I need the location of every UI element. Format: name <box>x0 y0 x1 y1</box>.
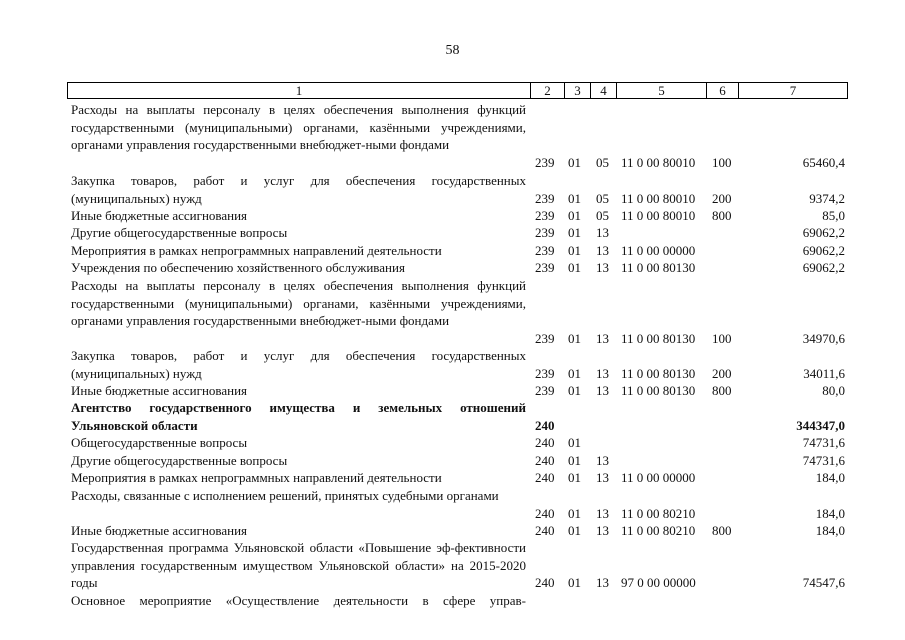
column-header-4: 4 <box>590 82 617 99</box>
table-row <box>0 207 905 225</box>
table-row <box>0 242 905 260</box>
row-cell-c5: 11 0 00 80010 <box>621 208 696 223</box>
table-row <box>0 592 905 610</box>
row-cell-c2: 239 <box>535 154 555 170</box>
row-cell-c4: 13 <box>596 523 609 538</box>
row-description: Общегосударственные вопросы <box>71 435 248 450</box>
row-cell-c4: 13 <box>596 225 609 240</box>
row-cell-c3: 01 <box>568 435 581 450</box>
table-row <box>0 522 905 540</box>
row-cell-c4: 13 <box>596 383 609 398</box>
row-description: Иные бюджетные ассигнования <box>71 523 248 538</box>
row-cell-c7: 34970,6 <box>802 330 845 346</box>
table-row <box>0 347 905 382</box>
page-number: 58 <box>445 43 460 58</box>
row-cell-c2: 240 <box>535 505 555 521</box>
row-cell-c2: 239 <box>535 365 555 381</box>
row-cell-c3: 01 <box>568 365 581 381</box>
row-cell-c2: 240 <box>535 523 555 538</box>
row-cell-c7: 69062,2 <box>802 225 845 240</box>
table-row <box>0 452 905 470</box>
table-row <box>0 399 905 434</box>
row-cell-c3: 01 <box>568 154 581 170</box>
row-description: Агентство государственного имущества и земельных отношений Ульяновской области <box>71 400 526 433</box>
row-description: Основное мероприятие «Осуществление деятельности в сфере управ- <box>71 593 526 608</box>
row-cell-c3: 01 <box>568 208 581 223</box>
row-cell-c7: 184,0 <box>815 523 845 538</box>
row-cell-c4: 13 <box>596 505 609 521</box>
row-cell-c7: 65460,4 <box>802 154 845 170</box>
row-cell-c3: 01 <box>568 330 581 346</box>
column-header-2: 2 <box>530 82 565 99</box>
row-cell-c2: 239 <box>535 383 555 398</box>
row-cell-c7: 74731,6 <box>802 435 845 450</box>
row-cell-c4: 13 <box>596 243 609 258</box>
column-header-3: 3 <box>564 82 591 99</box>
row-cell-c7: 344347,0 <box>796 417 845 433</box>
row-cell-c3: 01 <box>568 243 581 258</box>
row-cell-c3: 01 <box>568 453 581 468</box>
table-row <box>0 224 905 242</box>
row-description: Закупка товаров, работ и услуг для обеспечения государственных (муниципальных) нужд <box>71 173 526 206</box>
row-cell-c2: 239 <box>535 225 555 240</box>
table-row <box>0 539 905 592</box>
row-cell-c7: 85,0 <box>822 208 845 223</box>
column-header-5: 5 <box>616 82 707 99</box>
row-cell-c7: 80,0 <box>822 383 845 398</box>
row-cell-c5: 11 0 00 80130 <box>621 365 696 381</box>
row-cell-c7: 69062,2 <box>802 260 845 275</box>
row-description: Закупка товаров, работ и услуг для обеспечения государственных (муниципальных) нужд <box>71 348 526 381</box>
row-description: Иные бюджетные ассигнования <box>71 383 248 398</box>
row-cell-c6: 100 <box>712 330 732 346</box>
row-cell-c2: 240 <box>535 435 555 450</box>
row-cell-c4: 05 <box>596 208 609 223</box>
row-cell-c2: 239 <box>535 243 555 258</box>
row-description: Иные бюджетные ассигнования <box>71 208 248 223</box>
row-cell-c6: 100 <box>712 154 732 170</box>
row-description: Государственная программа Ульяновской области «Повышение эф-фективности управления государственным имуществом Ульяновской области» на 2015-2020 годы <box>71 540 526 590</box>
row-description: Расходы на выплаты персоналу в целях обеспечения выполнения функций государственными (муниципальными) органами, казёнными учреждениями, органами управления государственными внебюджет-ными фондами <box>71 278 526 328</box>
row-cell-c3: 01 <box>568 190 581 206</box>
row-cell-c5: 11 0 00 00000 <box>621 243 696 258</box>
row-cell-c2: 239 <box>535 330 555 346</box>
row-cell-c3: 01 <box>568 260 581 275</box>
row-cell-c6: 200 <box>712 190 732 206</box>
row-cell-c4: 13 <box>596 453 609 468</box>
row-cell-c7: 34011,6 <box>803 365 845 381</box>
column-header-1: 1 <box>67 82 531 99</box>
row-cell-c5: 11 0 00 80210 <box>621 523 696 538</box>
row-cell-c7: 184,0 <box>815 470 845 485</box>
row-cell-c4: 13 <box>596 260 609 275</box>
row-cell-c6: 800 <box>712 208 732 223</box>
row-cell-c3: 01 <box>568 505 581 521</box>
row-description: Другие общегосударственные вопросы <box>71 225 288 240</box>
row-cell-c2: 240 <box>535 575 555 590</box>
row-cell-c5: 97 0 00 00000 <box>621 575 696 590</box>
row-cell-c7: 184,0 <box>815 505 845 521</box>
table-row <box>0 277 905 347</box>
row-description: Другие общегосударственные вопросы <box>71 453 288 468</box>
row-cell-c4: 13 <box>596 330 609 346</box>
row-cell-c3: 01 <box>568 383 581 398</box>
row-cell-c2: 239 <box>535 190 555 206</box>
row-cell-c3: 01 <box>568 523 581 538</box>
table-row <box>0 469 905 487</box>
row-cell-c5: 11 0 00 80010 <box>621 154 696 170</box>
row-description: Мероприятия в рамках непрограммных направлений деятельности <box>71 470 442 485</box>
row-cell-c6: 800 <box>712 523 732 538</box>
column-header-7: 7 <box>738 82 848 99</box>
row-description: Мероприятия в рамках непрограммных направлений деятельности <box>71 243 442 258</box>
table-row <box>0 101 905 171</box>
row-cell-c7: 74547,6 <box>802 575 845 590</box>
table-row <box>0 172 905 207</box>
table-row <box>0 259 905 277</box>
row-cell-c5: 11 0 00 80210 <box>621 505 696 521</box>
row-cell-c3: 01 <box>568 575 581 590</box>
row-cell-c7: 9374,2 <box>809 190 845 206</box>
row-cell-c7: 69062,2 <box>802 243 845 258</box>
row-cell-c5: 11 0 00 00000 <box>621 470 696 485</box>
row-cell-c3: 01 <box>568 470 581 485</box>
row-cell-c5: 11 0 00 80130 <box>621 330 696 346</box>
row-cell-c4: 13 <box>596 575 609 590</box>
row-cell-c3: 01 <box>568 225 581 240</box>
row-description: Учреждения по обеспечению хозяйственного обслуживания <box>71 260 405 275</box>
row-cell-c2: 240 <box>535 470 555 485</box>
row-cell-c5: 11 0 00 80130 <box>621 260 696 275</box>
row-cell-c2: 239 <box>535 260 555 275</box>
row-description: Расходы на выплаты персоналу в целях обеспечения выполнения функций государственными (муниципальными) органами, казёнными учреждениями, органами управления государственными внебюджет-ными фондами <box>71 102 526 152</box>
row-cell-c2: 240 <box>535 417 555 433</box>
column-header-6: 6 <box>706 82 739 99</box>
row-cell-c2: 239 <box>535 208 555 223</box>
row-cell-c5: 11 0 00 80010 <box>621 190 696 206</box>
row-cell-c4: 05 <box>596 154 609 170</box>
table-row <box>0 434 905 452</box>
row-cell-c6: 800 <box>712 383 732 398</box>
row-cell-c4: 13 <box>596 470 609 485</box>
row-cell-c4: 05 <box>596 190 609 206</box>
row-description: Расходы, связанные с исполнением решений, принятых судебными органами <box>71 488 499 503</box>
row-cell-c5: 11 0 00 80130 <box>621 383 696 398</box>
row-cell-c4: 13 <box>596 365 609 381</box>
row-cell-c6: 200 <box>712 365 732 381</box>
table-row <box>0 382 905 400</box>
table-row <box>0 487 905 522</box>
row-cell-c2: 240 <box>535 453 555 468</box>
row-cell-c7: 74731,6 <box>802 453 845 468</box>
